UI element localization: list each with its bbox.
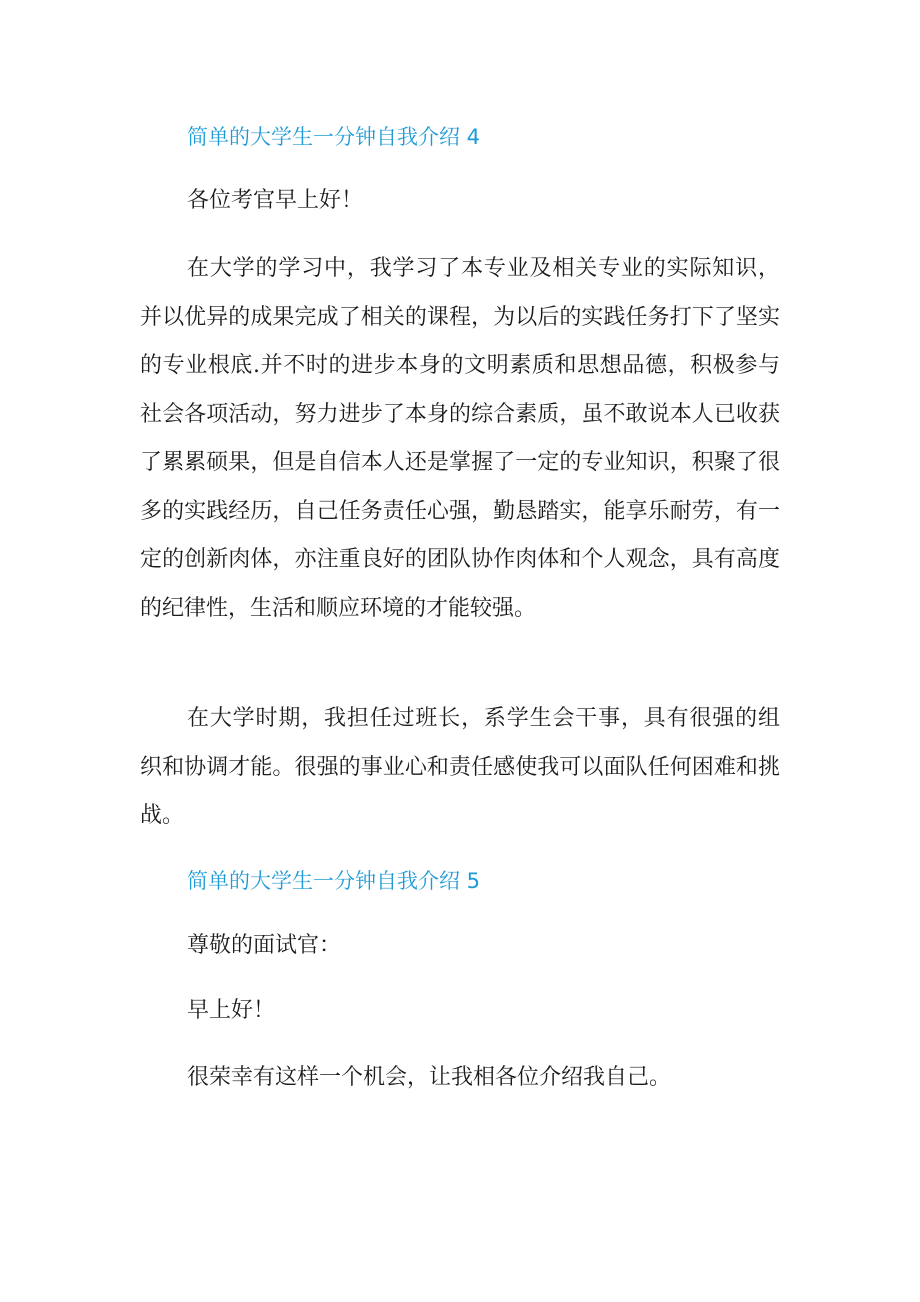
section-5-salutation: 尊敬的面试官： xyxy=(187,933,342,958)
section-5-heading: 简单的大学生一分钟自我介绍 5 xyxy=(187,869,481,893)
section-5-greeting: 早上好！ xyxy=(187,998,276,1023)
section-4-paragraph-1: 在大学的学习中，我学习了本专业及相关专业的实际知识，并以优异的成果完成了相关的课程，为以后的实践任务打下了坚实的专业根底.并不时的进步本身的文明素质和思想品德，积极参与社会各项活动，努力进步了本身的综合素质，虽不敢说本人已收获了累累硕果，但是自信本人还是掌握了一定的专业知识，积聚了很多的实践经历，自己任务责任心强，勤恳踏实，能享乐耐劳，有一定的创新肉体，亦注重良好的团队协作肉体和个人观念，具有高度的纪律性，生活和顺应环境的才能较强。 xyxy=(140,256,780,621)
section-4-paragraph-2: 在大学时期，我担任过班长，系学生会干事，具有很强的组织和协调才能。很强的事业心和责任感使我可以面队任何困难和挑战。 xyxy=(140,706,780,828)
section-4-greeting: 各位考官早上好！ xyxy=(187,188,364,213)
section-5-intro: 很荣幸有这样一个机会，让我相各位介绍我自己。 xyxy=(187,1065,672,1090)
section-4-heading: 简单的大学生一分钟自我介绍 4 xyxy=(187,125,481,149)
